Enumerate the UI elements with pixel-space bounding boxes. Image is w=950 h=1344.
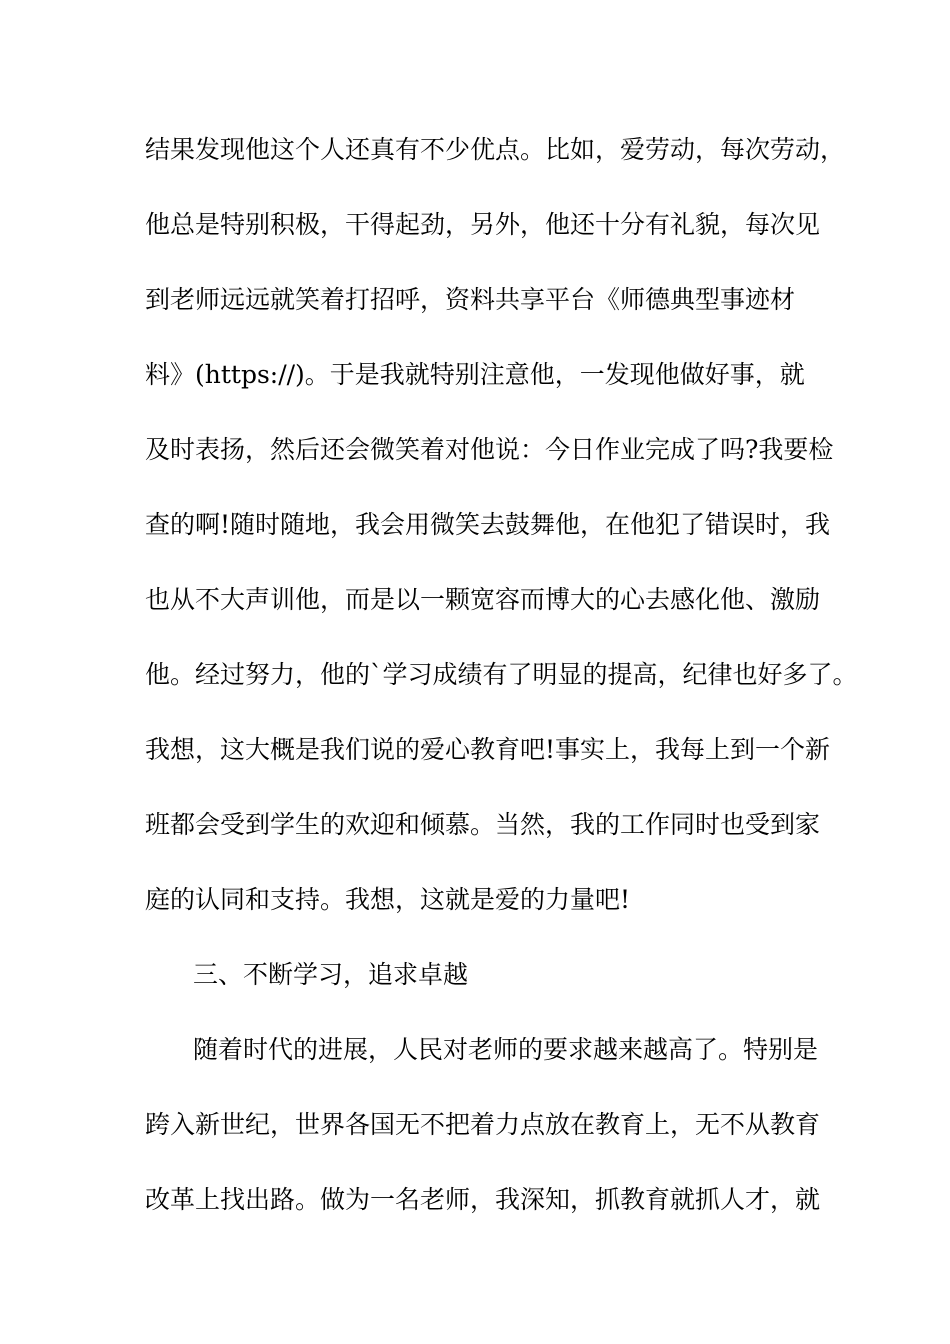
text-line: 庭的认同和支持。我想，这就是爱的力量吧!: [145, 885, 631, 914]
text-line: 我想，这大概是我们说的爱心教育吧!事实上，我每上到一个新: [145, 735, 831, 764]
text-line: 班都会受到学生的欢迎和倾慕。当然，我的工作同时也受到家: [145, 810, 821, 839]
text-line: 改革上找出路。做为一名老师，我深知，抓教育就抓人才，就: [145, 1185, 821, 1214]
section-heading: 三、不断学习，追求卓越: [193, 960, 469, 989]
text-line: 随着时代的进展，人民对老师的要求越来越高了。特别是: [193, 1035, 819, 1064]
text-line: 及时表扬，然后还会微笑着对他说：今日作业完成了吗?我要检: [145, 435, 834, 464]
text-line: 查的啊!随时随地，我会用微笑去鼓舞他，在他犯了错误时，我: [145, 510, 831, 539]
text-line: 结果发现他这个人还真有不少优点。比如，爱劳动，每次劳动，: [145, 135, 846, 164]
document-body: [145, 128, 858, 1253]
text-line: 他。经过努力，他的`学习成绩有了明显的提高，纪律也好多了。: [145, 660, 858, 689]
text-line: 料》(https://)。于是我就特别注意他，一发现他做好事，就: [145, 360, 805, 389]
text-line: 也从不大声训他，而是以一颗宽容而博大的心去感化他、激励: [145, 585, 821, 614]
text-line: 跨入新世纪，世界各国无不把着力点放在教育上，无不从教育: [145, 1110, 821, 1139]
text-line: 他总是特别积极，干得起劲，另外，他还十分有礼貌，每次见: [145, 210, 821, 239]
text-line: 到老师远远就笑着打招呼，资料共享平台《师德典型事迹材: [145, 285, 796, 314]
